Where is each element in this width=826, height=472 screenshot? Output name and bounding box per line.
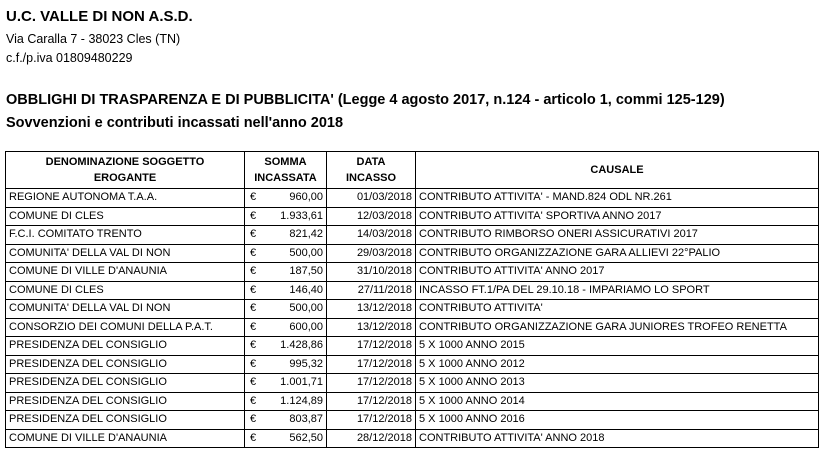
amount-value: 146,40: [289, 283, 323, 296]
amount-value: 600,00: [289, 320, 323, 333]
cell-date: 17/12/2018: [327, 411, 416, 430]
table-row: [6, 337, 819, 356]
amount-value: 995,32: [289, 357, 323, 370]
currency-symbol: €: [250, 283, 257, 296]
amount-value: 1.124,89: [280, 394, 323, 407]
cell-cause: CONTRIBUTO RIMBORSO ONERI ASSICURATIVI 2017: [416, 226, 819, 245]
cell-cause: 5 X 1000 ANNO 2016: [416, 411, 819, 430]
currency-symbol: €: [250, 413, 257, 425]
cell-cause: CONTRIBUTO ATTIVITA' - MAND.824 ODL NR.261: [416, 189, 819, 208]
cell-cause: 5 X 1000 ANNO 2013: [416, 374, 819, 393]
cell-date: 13/12/2018: [327, 300, 416, 319]
cell-donor-name: PRESIDENZA DEL CONSIGLIO: [6, 392, 245, 411]
table-row: [6, 226, 819, 245]
table-row: [6, 300, 819, 319]
currency-symbol: €: [250, 191, 257, 203]
cell-donor-name: COMUNITA' DELLA VAL DI NON: [6, 300, 245, 319]
cell-amount: [245, 263, 327, 282]
header-amount-line1: SOMMA: [264, 156, 307, 168]
cell-date: 12/03/2018: [327, 207, 416, 226]
cell-amount: [245, 355, 327, 374]
document-subtitle: Sovvenzioni e contributi incassati nell'anno 2018: [6, 115, 344, 131]
currency-symbol: €: [250, 376, 257, 388]
cell-amount: [245, 392, 327, 411]
cell-donor-name: COMUNE DI CLES: [6, 207, 245, 226]
cell-cause: CONTRIBUTO ORGANIZZAZIONE GARA ALLIEVI 22°PALIO: [416, 244, 819, 263]
cell-cause: CONTRIBUTO ORGANIZZAZIONE GARA JUNIORES TROFEO RENETTA: [416, 318, 819, 337]
cell-cause: CONTRIBUTO ATTIVITA' ANNO 2018: [416, 429, 819, 448]
table-row: [6, 318, 819, 337]
cell-donor-name: CONSORZIO DEI COMUNI DELLA P.A.T.: [6, 318, 245, 337]
cell-amount: [245, 281, 327, 300]
contributions-table: [5, 151, 819, 448]
header-date: [327, 152, 416, 189]
header-name-line1: DENOMINAZIONE SOGGETTO: [45, 156, 205, 168]
table-row: [6, 207, 819, 226]
header-cause: [416, 152, 819, 189]
cell-amount: [245, 244, 327, 263]
cell-donor-name: REGIONE AUTONOMA T.A.A.: [6, 189, 245, 208]
cell-amount: [245, 429, 327, 448]
organization-tax-id: c.f./p.iva 01809480229: [6, 51, 133, 65]
currency-symbol: €: [250, 431, 257, 444]
table-row: [6, 263, 819, 282]
cell-amount: [245, 300, 327, 319]
amount-value: 562,50: [289, 431, 323, 444]
amount-value: 1.001,71: [280, 376, 323, 388]
amount-value: 960,00: [289, 191, 323, 203]
cell-cause: CONTRIBUTO ATTIVITA' ANNO 2017: [416, 263, 819, 282]
table-row: [6, 392, 819, 411]
cell-date: 17/12/2018: [327, 337, 416, 356]
amount-value: 821,42: [289, 228, 323, 240]
cell-date: 13/12/2018: [327, 318, 416, 337]
cell-amount: [245, 411, 327, 430]
amount-value: 1.428,86: [280, 339, 323, 351]
cell-cause: CONTRIBUTO ATTIVITA' SPORTIVA ANNO 2017: [416, 207, 819, 226]
currency-symbol: €: [250, 228, 257, 240]
cell-donor-name: PRESIDENZA DEL CONSIGLIO: [6, 411, 245, 430]
currency-symbol: €: [250, 246, 257, 259]
amount-value: 500,00: [289, 302, 323, 314]
cell-amount: [245, 374, 327, 393]
cell-donor-name: COMUNITA' DELLA VAL DI NON: [6, 244, 245, 263]
cell-donor-name: PRESIDENZA DEL CONSIGLIO: [6, 337, 245, 356]
table-body: [6, 189, 819, 448]
currency-symbol: €: [250, 320, 257, 333]
currency-symbol: €: [250, 209, 257, 222]
currency-symbol: €: [250, 265, 257, 277]
table-row: [6, 355, 819, 374]
header-cause-label: CAUSALE: [590, 164, 644, 176]
cell-amount: [245, 337, 327, 356]
table-header-row: [6, 152, 819, 189]
organization-address: Via Caralla 7 - 38023 Cles (TN): [6, 32, 181, 46]
amount-value: 803,87: [289, 413, 323, 425]
cell-donor-name: COMUNE DI CLES: [6, 281, 245, 300]
cell-date: 17/12/2018: [327, 392, 416, 411]
header-amount: [245, 152, 327, 189]
amount-value: 500,00: [289, 246, 323, 259]
table-row: [6, 429, 819, 448]
table-row: [6, 281, 819, 300]
cell-date: 01/03/2018: [327, 189, 416, 208]
cell-donor-name: PRESIDENZA DEL CONSIGLIO: [6, 374, 245, 393]
header-date-line1: DATA: [356, 156, 386, 168]
currency-symbol: €: [250, 302, 257, 314]
cell-donor-name: COMUNE DI VILLE D'ANAUNIA: [6, 263, 245, 282]
cell-amount: [245, 226, 327, 245]
cell-date: 17/12/2018: [327, 374, 416, 393]
cell-cause: 5 X 1000 ANNO 2012: [416, 355, 819, 374]
cell-date: 29/03/2018: [327, 244, 416, 263]
document-title: OBBLIGHI DI TRASPARENZA E DI PUBBLICITA' (Legge 4 agosto 2017, n.124 - articolo 1, commi 125-129): [6, 92, 725, 108]
currency-symbol: €: [250, 339, 257, 351]
cell-cause: 5 X 1000 ANNO 2015: [416, 337, 819, 356]
cell-date: 17/12/2018: [327, 355, 416, 374]
currency-symbol: €: [250, 357, 257, 370]
amount-value: 1.933,61: [280, 209, 323, 222]
cell-amount: [245, 207, 327, 226]
cell-donor-name: PRESIDENZA DEL CONSIGLIO: [6, 355, 245, 374]
header-date-line2: INCASSO: [345, 172, 397, 184]
cell-donor-name: F.C.I. COMITATO TRENTO: [6, 226, 245, 245]
table-row: [6, 189, 819, 208]
cell-amount: [245, 318, 327, 337]
table-row: [6, 244, 819, 263]
header-name: [6, 152, 245, 189]
cell-date: 31/10/2018: [327, 263, 416, 282]
header-name-line2: EROGANTE: [93, 172, 157, 184]
currency-symbol: €: [250, 394, 257, 407]
table-row: [6, 411, 819, 430]
cell-cause: INCASSO FT.1/PA DEL 29.10.18 - IMPARIAMO LO SPORT: [416, 281, 819, 300]
cell-donor-name: COMUNE DI VILLE D'ANAUNIA: [6, 429, 245, 448]
cell-date: 28/12/2018: [327, 429, 416, 448]
amount-value: 187,50: [289, 265, 323, 277]
cell-cause: CONTRIBUTO ATTIVITA': [416, 300, 819, 319]
cell-date: 27/11/2018: [327, 281, 416, 300]
header-amount-line2: INCASSATA: [254, 172, 317, 184]
cell-date: 14/03/2018: [327, 226, 416, 245]
cell-amount: [245, 189, 327, 208]
organization-name: U.C. VALLE DI NON A.S.D.: [6, 8, 193, 25]
cell-cause: 5 X 1000 ANNO 2014: [416, 392, 819, 411]
table-row: [6, 374, 819, 393]
